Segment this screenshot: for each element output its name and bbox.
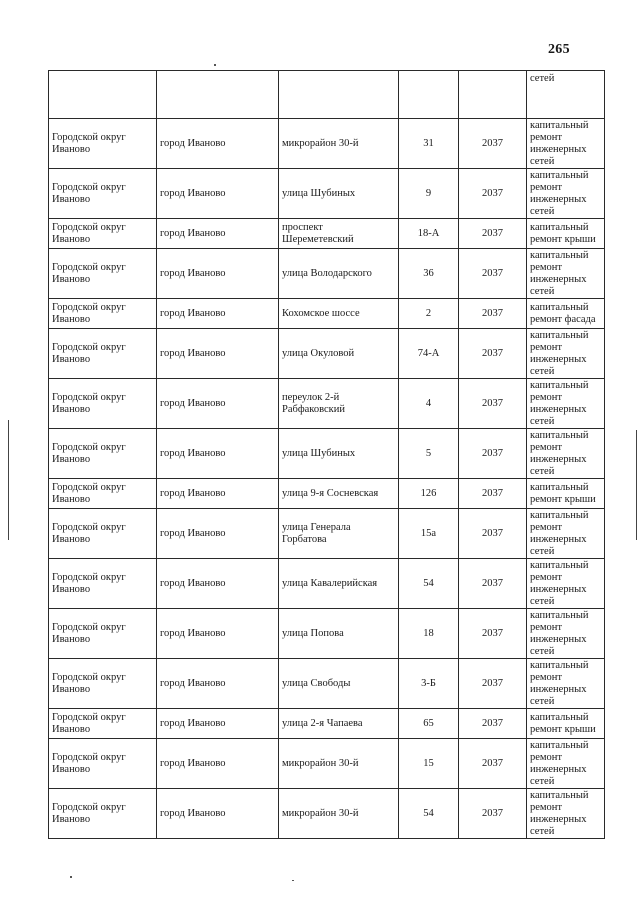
city-cell: город Иваново: [157, 219, 279, 249]
table-row: [49, 789, 605, 839]
house-number-cell: 65: [399, 709, 459, 739]
street-cell: улица 9-я Сосневская: [279, 479, 399, 509]
work-type-cell: капитальный ремонт крыши: [527, 479, 605, 509]
table-row: [49, 479, 605, 509]
house-number-cell: 54: [399, 789, 459, 839]
table-row: [49, 659, 605, 709]
district-cell: Городской округ Иваново: [49, 379, 157, 429]
work-type-cell: капитальный ремонт инженерных сетей: [527, 659, 605, 709]
city-cell: город Иваново: [157, 609, 279, 659]
scan-speck: [292, 880, 294, 881]
district-cell: Городской округ Иваново: [49, 789, 157, 839]
year-cell: 2037: [459, 509, 527, 559]
street-cell: микрорайон 30-й: [279, 789, 399, 839]
street-cell: переулок 2-й Рабфаковский: [279, 379, 399, 429]
continuation-district-cell: [49, 71, 157, 119]
house-number-cell: 4: [399, 379, 459, 429]
city-cell: город Иваново: [157, 429, 279, 479]
work-type-cell: капитальный ремонт инженерных сетей: [527, 559, 605, 609]
repair-schedule-table: [48, 70, 605, 839]
table-row: [49, 509, 605, 559]
city-cell: город Иваново: [157, 559, 279, 609]
district-cell: Городской округ Иваново: [49, 609, 157, 659]
continuation-row: [49, 71, 605, 119]
house-number-cell: 15: [399, 739, 459, 789]
scan-speck: [70, 876, 72, 878]
work-type-cell: капитальный ремонт крыши: [527, 219, 605, 249]
street-cell: улица Попова: [279, 609, 399, 659]
work-type-cell: капитальный ремонт инженерных сетей: [527, 509, 605, 559]
table-row: [49, 429, 605, 479]
year-cell: 2037: [459, 659, 527, 709]
street-cell: улица 2-я Чапаева: [279, 709, 399, 739]
city-cell: город Иваново: [157, 329, 279, 379]
street-cell: улица Окуловой: [279, 329, 399, 379]
district-cell: Городской округ Иваново: [49, 559, 157, 609]
district-cell: Городской округ Иваново: [49, 249, 157, 299]
table-row: [49, 739, 605, 789]
street-cell: микрорайон 30-й: [279, 119, 399, 169]
city-cell: город Иваново: [157, 789, 279, 839]
table-row: [49, 169, 605, 219]
year-cell: 2037: [459, 709, 527, 739]
house-number-cell: 36: [399, 249, 459, 299]
district-cell: Городской округ Иваново: [49, 219, 157, 249]
continuation-house-cell: [399, 71, 459, 119]
street-cell: улица Шубиных: [279, 429, 399, 479]
city-cell: город Иваново: [157, 739, 279, 789]
house-number-cell: 3-Б: [399, 659, 459, 709]
scan-speck: [214, 64, 216, 66]
year-cell: 2037: [459, 429, 527, 479]
work-type-cell: капитальный ремонт инженерных сетей: [527, 119, 605, 169]
street-cell: микрорайон 30-й: [279, 739, 399, 789]
work-type-cell: капитальный ремонт инженерных сетей: [527, 609, 605, 659]
district-cell: Городской округ Иваново: [49, 509, 157, 559]
continuation-year-cell: [459, 71, 527, 119]
table-row: [49, 219, 605, 249]
year-cell: 2037: [459, 789, 527, 839]
year-cell: 2037: [459, 479, 527, 509]
continuation-city-cell: [157, 71, 279, 119]
table-row: [49, 609, 605, 659]
house-number-cell: 54: [399, 559, 459, 609]
street-cell: улица Кавалерийская: [279, 559, 399, 609]
district-cell: Городской округ Иваново: [49, 169, 157, 219]
city-cell: город Иваново: [157, 659, 279, 709]
street-cell: улица Шубиных: [279, 169, 399, 219]
house-number-cell: 9: [399, 169, 459, 219]
table-row: [49, 559, 605, 609]
house-number-cell: 5: [399, 429, 459, 479]
district-cell: Городской округ Иваново: [49, 709, 157, 739]
table-row: [49, 299, 605, 329]
year-cell: 2037: [459, 379, 527, 429]
scan-margin-mark-right: [636, 430, 637, 540]
table-row: [49, 329, 605, 379]
city-cell: город Иваново: [157, 299, 279, 329]
city-cell: город Иваново: [157, 119, 279, 169]
year-cell: 2037: [459, 119, 527, 169]
street-cell: улица Генерала Горбатова: [279, 509, 399, 559]
work-type-cell: капитальный ремонт инженерных сетей: [527, 329, 605, 379]
work-type-cell: капитальный ремонт инженерных сетей: [527, 169, 605, 219]
year-cell: 2037: [459, 739, 527, 789]
city-cell: город Иваново: [157, 379, 279, 429]
year-cell: 2037: [459, 329, 527, 379]
continuation-work-cell: сетей: [527, 71, 605, 119]
district-cell: Городской округ Иваново: [49, 739, 157, 789]
table-body: [49, 119, 605, 839]
year-cell: 2037: [459, 249, 527, 299]
table-row: [49, 249, 605, 299]
year-cell: 2037: [459, 219, 527, 249]
street-cell: Кохомское шоссе: [279, 299, 399, 329]
work-type-cell: капитальный ремонт инженерных сетей: [527, 379, 605, 429]
district-cell: Городской округ Иваново: [49, 429, 157, 479]
district-cell: Городской округ Иваново: [49, 659, 157, 709]
city-cell: город Иваново: [157, 509, 279, 559]
district-cell: Городской округ Иваново: [49, 119, 157, 169]
house-number-cell: 126: [399, 479, 459, 509]
year-cell: 2037: [459, 299, 527, 329]
district-cell: Городской округ Иваново: [49, 479, 157, 509]
year-cell: 2037: [459, 559, 527, 609]
street-cell: улица Свободы: [279, 659, 399, 709]
work-type-cell: капитальный ремонт инженерных сетей: [527, 739, 605, 789]
house-number-cell: 18: [399, 609, 459, 659]
city-cell: город Иваново: [157, 249, 279, 299]
table-row: [49, 709, 605, 739]
year-cell: 2037: [459, 609, 527, 659]
street-cell: проспект Шереметевский: [279, 219, 399, 249]
city-cell: город Иваново: [157, 169, 279, 219]
work-type-cell: капитальный ремонт инженерных сетей: [527, 429, 605, 479]
year-cell: 2037: [459, 169, 527, 219]
scan-margin-mark-left: [8, 420, 9, 540]
city-cell: город Иваново: [157, 709, 279, 739]
city-cell: город Иваново: [157, 479, 279, 509]
house-number-cell: 74-А: [399, 329, 459, 379]
house-number-cell: 18-А: [399, 219, 459, 249]
work-type-cell: капитальный ремонт фасада: [527, 299, 605, 329]
continuation-street-cell: [279, 71, 399, 119]
house-number-cell: 31: [399, 119, 459, 169]
work-type-cell: капитальный ремонт инженерных сетей: [527, 789, 605, 839]
page-number: 265: [548, 42, 570, 57]
work-type-cell: капитальный ремонт инженерных сетей: [527, 249, 605, 299]
district-cell: Городской округ Иваново: [49, 329, 157, 379]
house-number-cell: 15а: [399, 509, 459, 559]
street-cell: улица Володарского: [279, 249, 399, 299]
table-row: [49, 379, 605, 429]
table-row: [49, 119, 605, 169]
house-number-cell: 2: [399, 299, 459, 329]
work-type-cell: капитальный ремонт крыши: [527, 709, 605, 739]
district-cell: Городской округ Иваново: [49, 299, 157, 329]
